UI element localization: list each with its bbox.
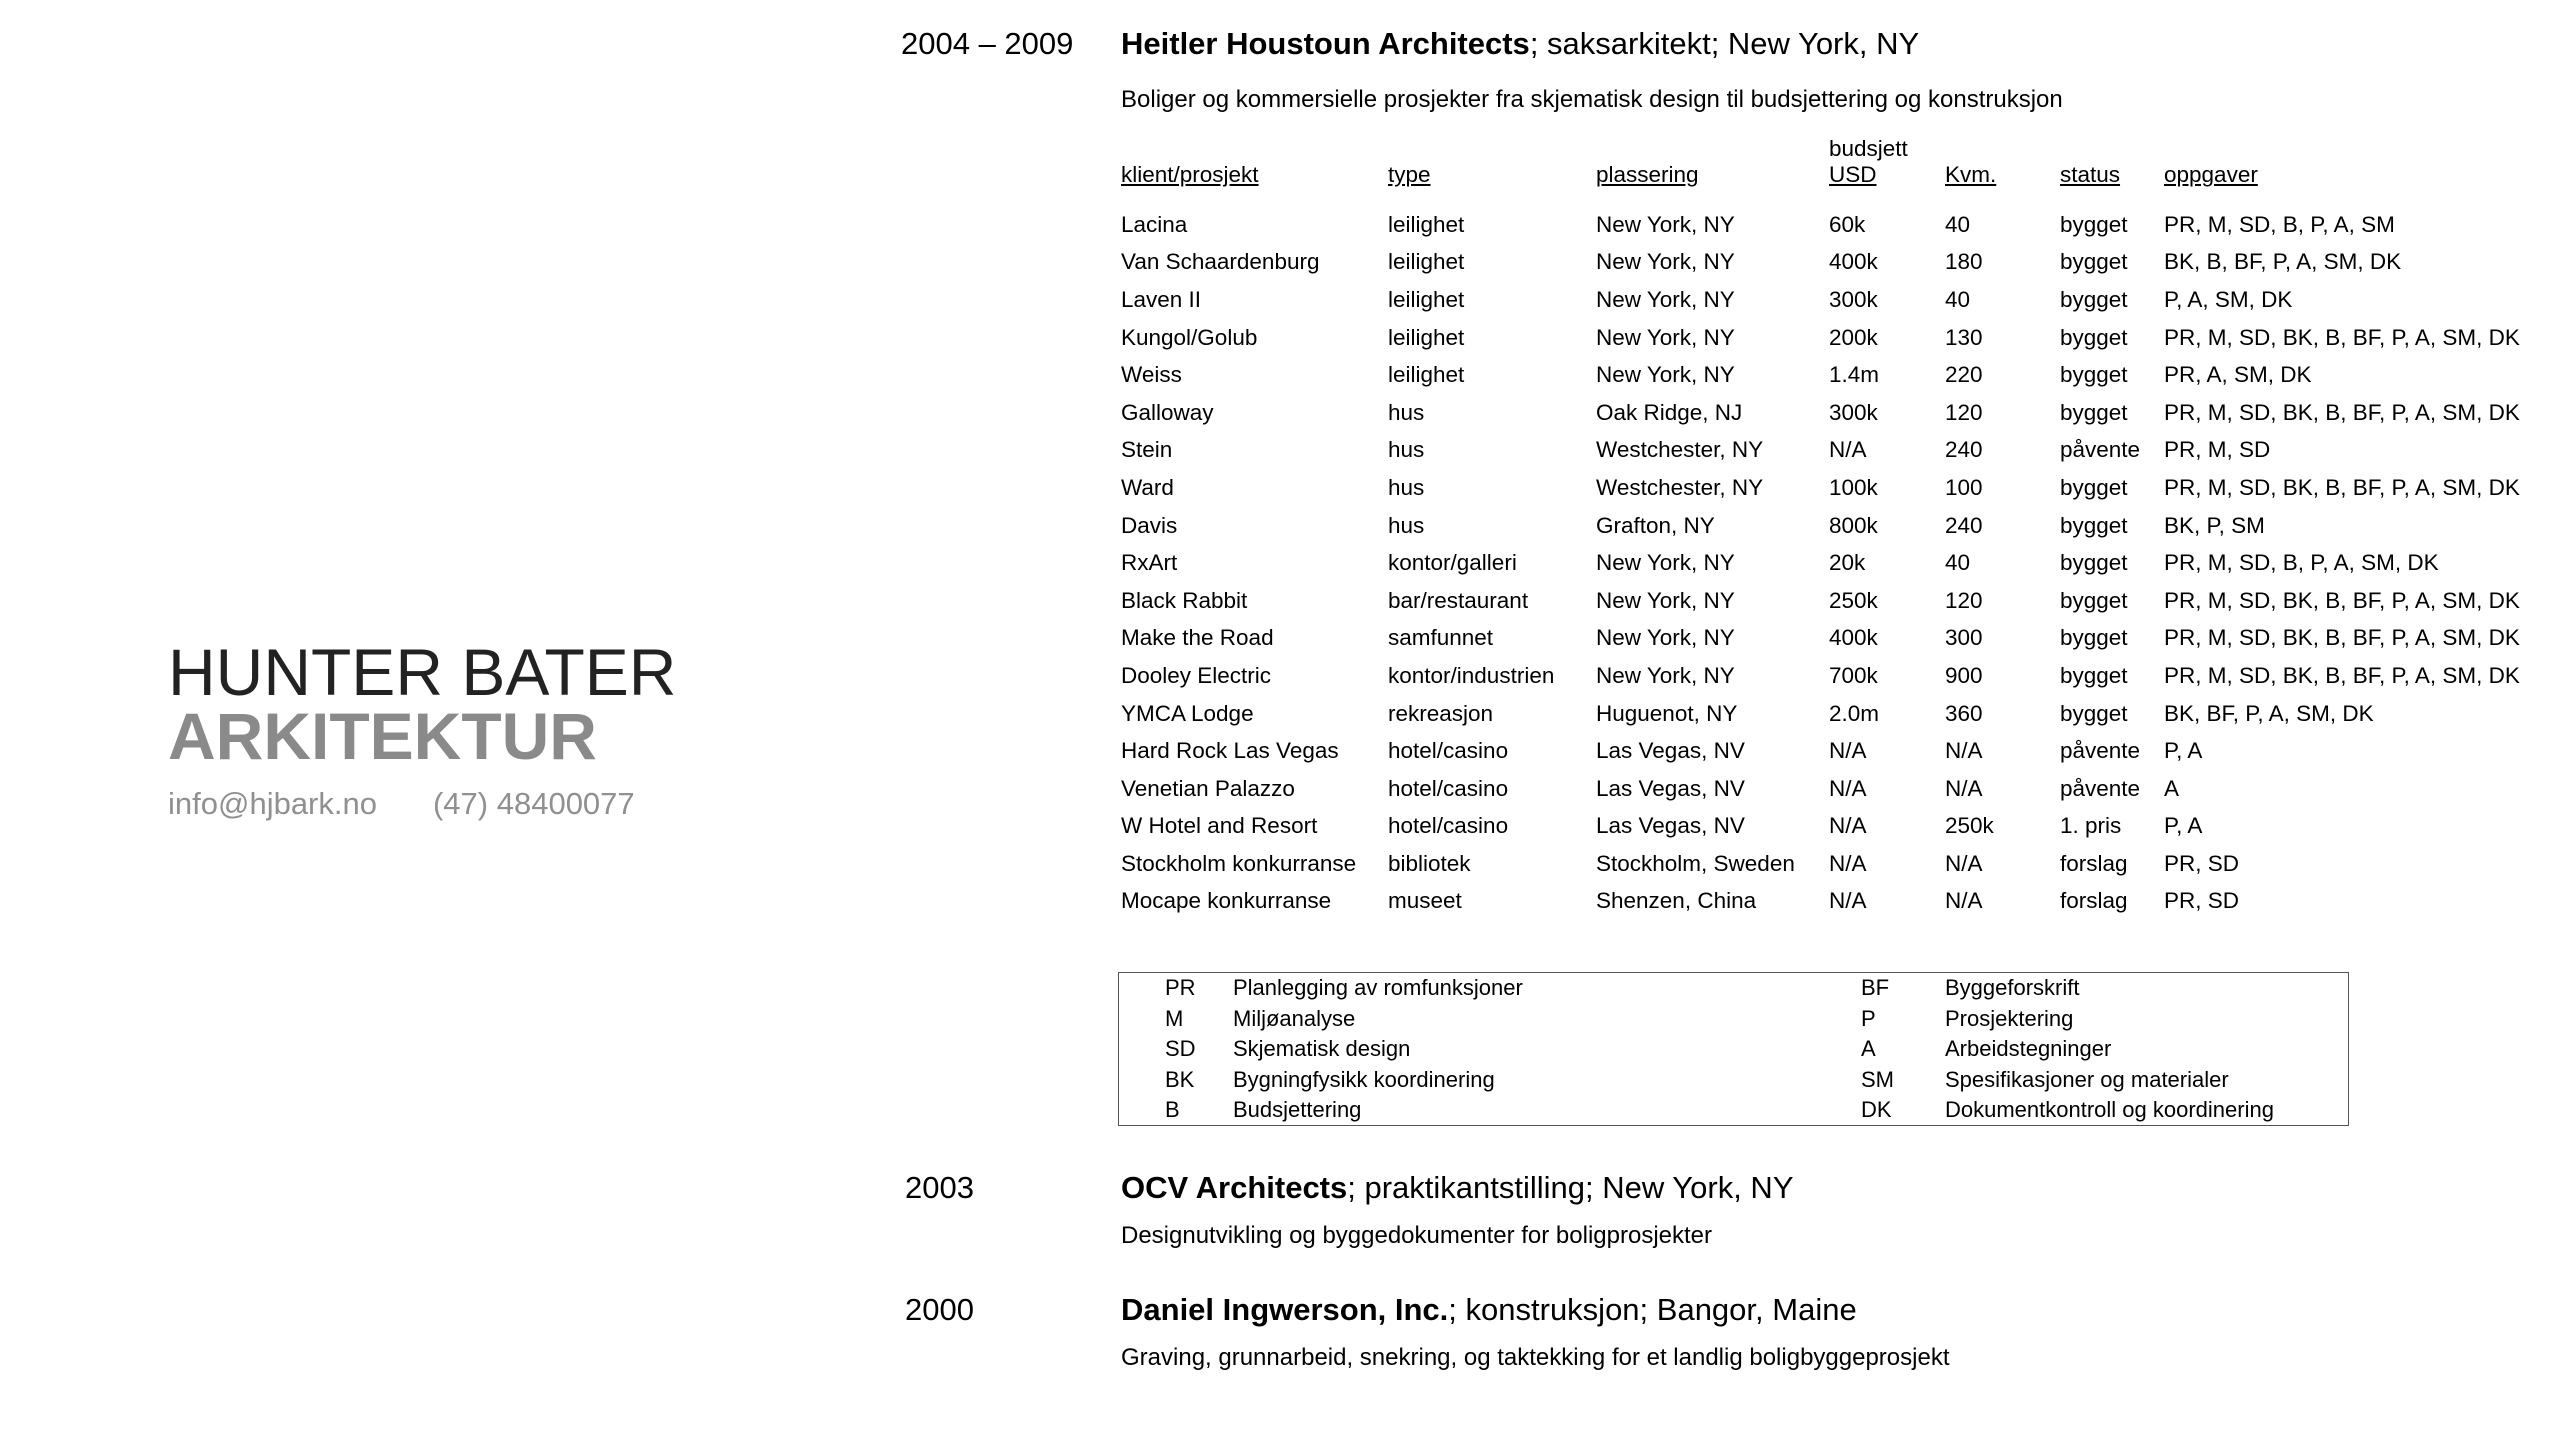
cell-tasks: PR, M, SD, BK, B, BF, P, A, SM, DK	[2164, 474, 2520, 500]
cell-type: hotel/casino	[1388, 738, 1509, 764]
cell-tasks: PR, SD	[2164, 850, 2240, 876]
legend-abbreviation: P	[1861, 1005, 1876, 1031]
cell-client: Make the Road	[1121, 625, 1274, 651]
job-description: Designutvikling og byggedokumenter for boligprosjekter	[1121, 1222, 1712, 1249]
table-row	[1121, 356, 2544, 394]
header-type: type	[1388, 162, 1431, 187]
cell-status: bygget	[2060, 211, 2128, 237]
table-row	[1121, 544, 2544, 582]
cell-status: påvente	[2060, 738, 2141, 764]
legend-label: Dokumentkontroll og koordinering	[1945, 1097, 2274, 1122]
cell-tasks: BK, BF, P, A, SM, DK	[2164, 700, 2374, 726]
cell-budget: N/A	[1829, 850, 1867, 876]
legend-label: Skjematisk design	[1233, 1036, 1411, 1061]
cell-client: W Hotel and Resort	[1121, 813, 1318, 839]
cell-budget: 700k	[1829, 662, 1878, 688]
cell-area: N/A	[1945, 888, 1983, 914]
table-row	[1121, 582, 2544, 620]
cell-client: Kungol/Golub	[1121, 324, 1258, 350]
cell-area: 180	[1945, 249, 1983, 275]
cell-type: bibliotek	[1388, 850, 1471, 876]
legend-label: Arbeidstegninger	[1945, 1036, 2112, 1061]
cell-client: Stockholm konkurranse	[1121, 850, 1357, 876]
legend-label: Prosjektering	[1945, 1005, 2074, 1031]
cell-budget: 200k	[1829, 324, 1878, 350]
job-company: Daniel Ingwerson, Inc.	[1121, 1292, 1449, 1327]
cell-type: leilighet	[1388, 362, 1465, 388]
cell-tasks: PR, SD	[2164, 888, 2240, 914]
cell-client: Hard Rock Las Vegas	[1121, 738, 1339, 764]
table-row	[1121, 732, 2544, 770]
cell-area: N/A	[1945, 850, 1983, 876]
contact-phone: (47) 48400077	[432, 786, 635, 821]
header-budget-unit: USD	[1829, 162, 1877, 187]
cell-type: hus	[1388, 512, 1425, 538]
legend-column-left	[1119, 973, 1719, 1126]
table-row	[1121, 206, 2544, 244]
table-row	[1121, 244, 2544, 282]
cell-location: Las Vegas, NV	[1596, 738, 1745, 764]
cell-client: Mocape konkurranse	[1121, 888, 1332, 914]
cell-client: Venetian Palazzo	[1121, 775, 1295, 801]
brand-block	[168, 635, 677, 822]
cell-status: bygget	[2060, 474, 2128, 500]
table-row	[1121, 845, 2544, 883]
cell-status: påvente	[2060, 775, 2141, 801]
cell-type: rekreasjon	[1388, 700, 1494, 726]
legend-abbreviation: SM	[1861, 1066, 1894, 1092]
cell-tasks: BK, B, BF, P, A, SM, DK	[2164, 249, 2402, 275]
cell-tasks: PR, M, SD, B, P, A, SM	[2164, 211, 2395, 237]
cell-status: forslag	[2060, 888, 2128, 914]
cell-location: Las Vegas, NV	[1596, 813, 1745, 839]
cell-area: 130	[1945, 324, 1983, 350]
legend-abbreviation: BK	[1165, 1066, 1195, 1092]
legend-abbreviation: B	[1165, 1097, 1180, 1122]
legend-abbreviation: PR	[1165, 975, 1196, 1000]
cell-budget: 400k	[1829, 625, 1878, 651]
header-tasks: oppgaver	[2164, 162, 2258, 187]
table-row	[1121, 620, 2544, 658]
header-status: status	[2060, 162, 2121, 187]
legend-abbreviation: A	[1861, 1036, 1876, 1061]
cell-tasks: P, A, SM, DK	[2164, 286, 2293, 312]
cell-status: bygget	[2060, 587, 2128, 613]
cell-tasks: P, A	[2164, 813, 2203, 839]
cell-type: hus	[1388, 437, 1425, 463]
cell-type: leilighet	[1388, 211, 1465, 237]
cell-area: 120	[1945, 399, 1983, 425]
cell-status: 1. pris	[2060, 813, 2122, 839]
cell-area: 300	[1945, 625, 1983, 651]
table-row	[1121, 469, 2544, 507]
legend-abbreviation: BF	[1861, 975, 1890, 1000]
legend-label: Bygningfysikk koordinering	[1233, 1066, 1495, 1092]
cell-budget: N/A	[1829, 738, 1867, 764]
job-role: ; konstruksjon; Bangor, Maine	[1448, 1292, 1857, 1327]
cell-area: 40	[1945, 550, 1971, 576]
legend-item	[1739, 1034, 2339, 1065]
cell-budget: 300k	[1829, 399, 1878, 425]
cell-status: bygget	[2060, 286, 2128, 312]
cell-location: Stockholm, Sweden	[1596, 850, 1795, 876]
cell-type: hus	[1388, 399, 1425, 425]
cell-status: bygget	[2060, 362, 2128, 388]
legend-item	[1119, 1065, 1719, 1096]
legend-item	[1739, 1065, 2339, 1096]
cell-budget: 400k	[1829, 249, 1878, 275]
cell-tasks: PR, M, SD, BK, B, BF, P, A, SM, DK	[2164, 625, 2520, 651]
cell-client: Weiss	[1121, 362, 1182, 388]
job-years: 2003	[905, 1170, 974, 1205]
cell-area: 240	[1945, 512, 1983, 538]
job-years: 2000	[905, 1292, 974, 1327]
cell-location: Westchester, NY	[1596, 437, 1764, 463]
cell-status: bygget	[2060, 625, 2128, 651]
table-row	[1121, 319, 2544, 357]
cell-type: hotel/casino	[1388, 813, 1509, 839]
cell-location: New York, NY	[1596, 625, 1735, 651]
legend-item	[1739, 973, 2339, 1004]
cell-area: 120	[1945, 587, 1983, 613]
cell-area: 100	[1945, 474, 1983, 500]
legend-label: Budsjettering	[1233, 1097, 1362, 1122]
cell-location: New York, NY	[1596, 324, 1735, 350]
cell-budget: N/A	[1829, 888, 1867, 914]
cell-client: Black Rabbit	[1121, 587, 1248, 613]
cell-type: museet	[1388, 888, 1462, 914]
cell-location: Las Vegas, NV	[1596, 775, 1745, 801]
cell-area: 900	[1945, 662, 1983, 688]
cell-location: New York, NY	[1596, 550, 1735, 576]
cell-budget: 1.4m	[1829, 362, 1880, 388]
legend-abbreviation: DK	[1861, 1097, 1892, 1122]
cell-budget: 250k	[1829, 587, 1878, 613]
cell-area: 40	[1945, 211, 1971, 237]
cell-tasks: PR, A, SM, DK	[2164, 362, 2312, 388]
cell-area: N/A	[1945, 738, 1983, 764]
job-years: 2004 – 2009	[901, 26, 1074, 61]
cell-client: Dooley Electric	[1121, 662, 1272, 688]
legend-abbreviation: M	[1165, 1005, 1184, 1031]
job-company: OCV Architects	[1121, 1170, 1348, 1205]
cell-status: påvente	[2060, 437, 2141, 463]
cell-tasks: PR, M, SD	[2164, 437, 2271, 463]
legend-item	[1119, 1034, 1719, 1065]
cell-area: 360	[1945, 700, 1983, 726]
table-row	[1121, 883, 2544, 921]
job-company: Heitler Houstoun Architects	[1121, 26, 1530, 61]
cell-area: N/A	[1945, 775, 1983, 801]
brand-name-line1: HUNTER BATER	[168, 635, 677, 709]
cell-tasks: P, A	[2164, 738, 2203, 764]
job-role: ; saksarkitekt; New York, NY	[1529, 26, 1920, 61]
cell-budget: N/A	[1829, 813, 1867, 839]
legend-item	[1739, 1095, 2339, 1126]
cell-area: 240	[1945, 437, 1983, 463]
cell-type: leilighet	[1388, 249, 1465, 275]
header-budget-top: budsjett	[1829, 136, 1908, 161]
cell-status: bygget	[2060, 550, 2128, 576]
cell-type: leilighet	[1388, 324, 1465, 350]
cell-type: kontor/industrien	[1388, 662, 1555, 688]
cell-location: Grafton, NY	[1596, 512, 1715, 538]
cell-status: forslag	[2060, 850, 2128, 876]
cell-tasks: PR, M, SD, BK, B, BF, P, A, SM, DK	[2164, 324, 2520, 350]
cell-location: New York, NY	[1596, 286, 1735, 312]
project-table-header	[1121, 130, 2544, 188]
legend-label: Byggeforskrift	[1945, 975, 2080, 1000]
cell-status: bygget	[2060, 662, 2128, 688]
table-row	[1121, 394, 2544, 432]
cell-client: RxArt	[1121, 550, 1178, 576]
cell-location: Huguenot, NY	[1596, 700, 1738, 726]
table-row	[1121, 695, 2544, 733]
legend-item	[1119, 973, 1719, 1004]
cell-budget: N/A	[1829, 437, 1867, 463]
contact-info	[168, 786, 676, 822]
project-table-body	[1121, 206, 2544, 920]
cell-area: 220	[1945, 362, 1983, 388]
cell-tasks: A	[2164, 775, 2180, 801]
legend-item	[1739, 1004, 2339, 1035]
cell-type: hus	[1388, 474, 1425, 500]
cell-type: hotel/casino	[1388, 775, 1509, 801]
cell-area: 250k	[1945, 813, 1994, 839]
legend-label: Planlegging av romfunksjoner	[1233, 975, 1523, 1000]
legend-item	[1119, 1004, 1719, 1035]
header-client: klient/prosjekt	[1121, 162, 1259, 187]
cell-client: YMCA Lodge	[1121, 700, 1254, 726]
abbreviation-legend	[1118, 972, 2349, 1126]
cell-type: bar/restaurant	[1388, 587, 1529, 613]
cell-location: New York, NY	[1596, 362, 1735, 388]
cell-type: samfunnet	[1388, 625, 1494, 651]
cell-client: Van Schaardenburg	[1121, 249, 1320, 275]
table-row	[1121, 657, 2544, 695]
cell-location: New York, NY	[1596, 662, 1735, 688]
legend-column-right	[1739, 973, 2339, 1126]
cell-tasks: PR, M, SD, BK, B, BF, P, A, SM, DK	[2164, 399, 2520, 425]
cell-client: Stein	[1121, 437, 1173, 463]
legend-abbreviation: SD	[1165, 1036, 1196, 1061]
job-heading	[1121, 1292, 1857, 1328]
cell-type: kontor/galleri	[1388, 550, 1517, 576]
cell-tasks: PR, M, SD, BK, B, BF, P, A, SM, DK	[2164, 587, 2520, 613]
cell-location: Shenzen, China	[1596, 888, 1757, 914]
job-description: Graving, grunnarbeid, snekring, og taktekking for et landlig boligbyggeprosjekt	[1121, 1344, 1950, 1371]
cell-location: New York, NY	[1596, 587, 1735, 613]
cell-budget: 2.0m	[1829, 700, 1880, 726]
cell-status: bygget	[2060, 399, 2128, 425]
cell-client: Ward	[1121, 474, 1174, 500]
header-area: Kvm.	[1945, 162, 1997, 187]
legend-label: Spesifikasjoner og materialer	[1945, 1066, 2229, 1092]
job-heading	[1121, 1170, 1794, 1206]
cell-status: bygget	[2060, 512, 2128, 538]
contact-email: info@hjbark.no	[168, 786, 377, 821]
cell-type: leilighet	[1388, 286, 1465, 312]
table-row	[1121, 507, 2544, 545]
cell-status: bygget	[2060, 249, 2128, 275]
cell-status: bygget	[2060, 700, 2128, 726]
cell-tasks: PR, M, SD, B, P, A, SM, DK	[2164, 550, 2439, 576]
cell-budget: 20k	[1829, 550, 1866, 576]
cell-client: Davis	[1121, 512, 1178, 538]
cell-status: bygget	[2060, 324, 2128, 350]
table-row	[1121, 808, 2544, 846]
cell-budget: N/A	[1829, 775, 1867, 801]
header-location: plassering	[1596, 162, 1699, 187]
cell-tasks: PR, M, SD, BK, B, BF, P, A, SM, DK	[2164, 662, 2520, 688]
table-row	[1121, 432, 2544, 470]
legend-item	[1119, 1095, 1719, 1126]
cell-client: Lacina	[1121, 211, 1188, 237]
cell-location: Oak Ridge, NJ	[1596, 399, 1743, 425]
job-heading	[1121, 26, 1919, 62]
legend-label: Miljøanalyse	[1233, 1005, 1356, 1031]
table-row	[1121, 281, 2544, 319]
cell-client: Galloway	[1121, 399, 1214, 425]
cell-area: 40	[1945, 286, 1971, 312]
cell-budget: 60k	[1829, 211, 1866, 237]
table-row	[1121, 770, 2544, 808]
project-table	[1121, 130, 2544, 920]
cell-budget: 800k	[1829, 512, 1878, 538]
cell-budget: 300k	[1829, 286, 1878, 312]
cell-budget: 100k	[1829, 474, 1878, 500]
cell-location: New York, NY	[1596, 249, 1735, 275]
cell-client: Laven II	[1121, 286, 1202, 312]
cell-location: New York, NY	[1596, 211, 1735, 237]
cell-tasks: BK, P, SM	[2164, 512, 2265, 538]
job-role: ; praktikantstilling; New York, NY	[1347, 1170, 1794, 1205]
brand-name-line2: ARKITEKTUR	[168, 699, 597, 773]
job-description: Boliger og kommersielle prosjekter fra skjematisk design til budsjettering og konstruksjon	[1121, 86, 2063, 113]
cell-location: Westchester, NY	[1596, 474, 1764, 500]
